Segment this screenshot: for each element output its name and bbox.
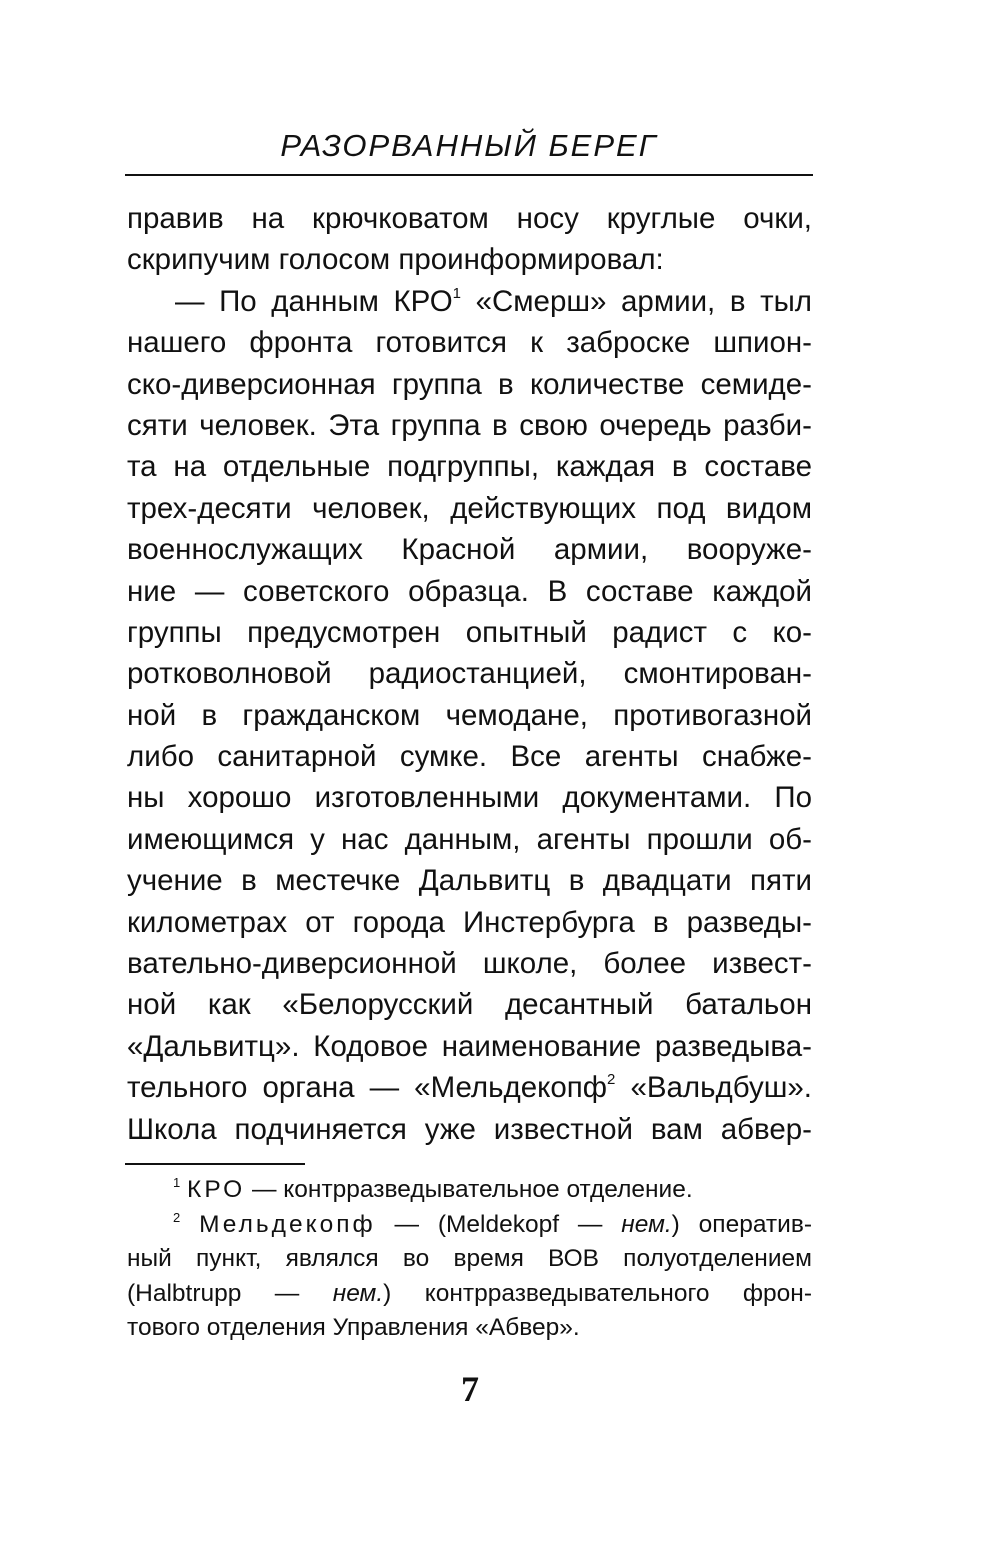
footnote-text: — контрразведывательное отделение. — [245, 1176, 693, 1203]
body-text — [127, 198, 812, 1150]
footnote-line: ный пункт, являлся во время ВОВ полуотделением — [127, 1245, 812, 1272]
footnote-line: тового отделения Управления «Абвер». — [127, 1314, 580, 1341]
text-line: учение в местечке Дальвитц в двадцати пяти — [127, 864, 812, 898]
language-abbrev: нем. — [621, 1210, 672, 1238]
text-line: ны хорошо изготовленными документами. По — [127, 781, 812, 815]
text-line: ние — советского образца. В составе каждой — [127, 574, 812, 608]
footnote-text: ) оператив- — [671, 1210, 812, 1238]
footnote-text: ) контрразведывательного фрон- — [383, 1279, 812, 1307]
text-line — [127, 1067, 812, 1108]
running-title: РАЗОРВАННЫЙ БЕРЕГ — [280, 128, 658, 163]
text-line: ско-диверсионная группа в количестве семиде- — [127, 367, 812, 401]
footnote-2 — [127, 1208, 812, 1243]
text-fragment: «Смерш» армии, в тыл — [461, 284, 812, 318]
footnote-reference: 1 — [452, 284, 461, 302]
text-line: военнослужащих Красной армии, вооруже- — [127, 533, 812, 567]
text-fragment: — По данным КРО — [175, 284, 453, 318]
header-divider — [125, 174, 813, 176]
footnote-text: (Halbtrupp — — [127, 1279, 333, 1307]
footnote-text: — (Meldekopf — — [375, 1210, 622, 1238]
footnote-line — [127, 1277, 812, 1312]
footnote-term: КРО — [187, 1176, 246, 1203]
text-line: «Дальвитц». Кодовое наименование разведыва- — [127, 1029, 812, 1063]
text-line: вательно-диверсионной школе, более извест- — [127, 947, 812, 981]
text-line: имеющимся у нас данным, агенты прошли об- — [127, 822, 812, 856]
text-line: километрах от города Инстербурга в разведы- — [127, 905, 812, 939]
text-line: ротковолновой радиостанцией, смонтирован- — [127, 657, 812, 691]
footnotes — [127, 1173, 812, 1346]
text-line: Школа подчиняется уже известной вам абвер- — [127, 1112, 812, 1146]
paragraph-first-line — [127, 281, 812, 322]
footnote-divider — [125, 1163, 305, 1165]
text-line: сяти человек. Эта группа в свою очередь разби- — [127, 408, 812, 442]
text-line: та на отдельные подгруппы, каждая в составе — [127, 450, 812, 484]
text-fragment: тельного органа — «Мельдекопф — [127, 1071, 608, 1105]
text-line: правив на крючковатом носу круглые очки, — [127, 202, 812, 235]
footnote-1 — [127, 1173, 812, 1208]
text-line: скрипучим голосом проинформировал: — [127, 243, 664, 277]
page-number: 7 — [461, 1369, 479, 1409]
text-line: ной в гражданском чемодане, противогазной — [127, 698, 812, 732]
footnote-reference: 2 — [607, 1071, 616, 1089]
text-line: группы предусмотрен опытный радист с ко- — [127, 615, 812, 649]
text-fragment: «Вальдбуш». — [615, 1071, 812, 1105]
text-line: либо санитарной сумке. Все агенты снабже- — [127, 740, 812, 774]
text-line: нашего фронта готовится к заброске шпион- — [127, 326, 812, 360]
footnote-marker: 1 — [173, 1175, 181, 1190]
language-abbrev: нем. — [332, 1279, 384, 1307]
footnote-marker: 2 — [173, 1209, 181, 1225]
text-line: ной как «Белорусский десантный батальон — [127, 988, 812, 1022]
text-line: трех-десяти человек, действующих под видом — [127, 491, 812, 525]
footnote-term: Мельдекопф — [199, 1210, 376, 1238]
